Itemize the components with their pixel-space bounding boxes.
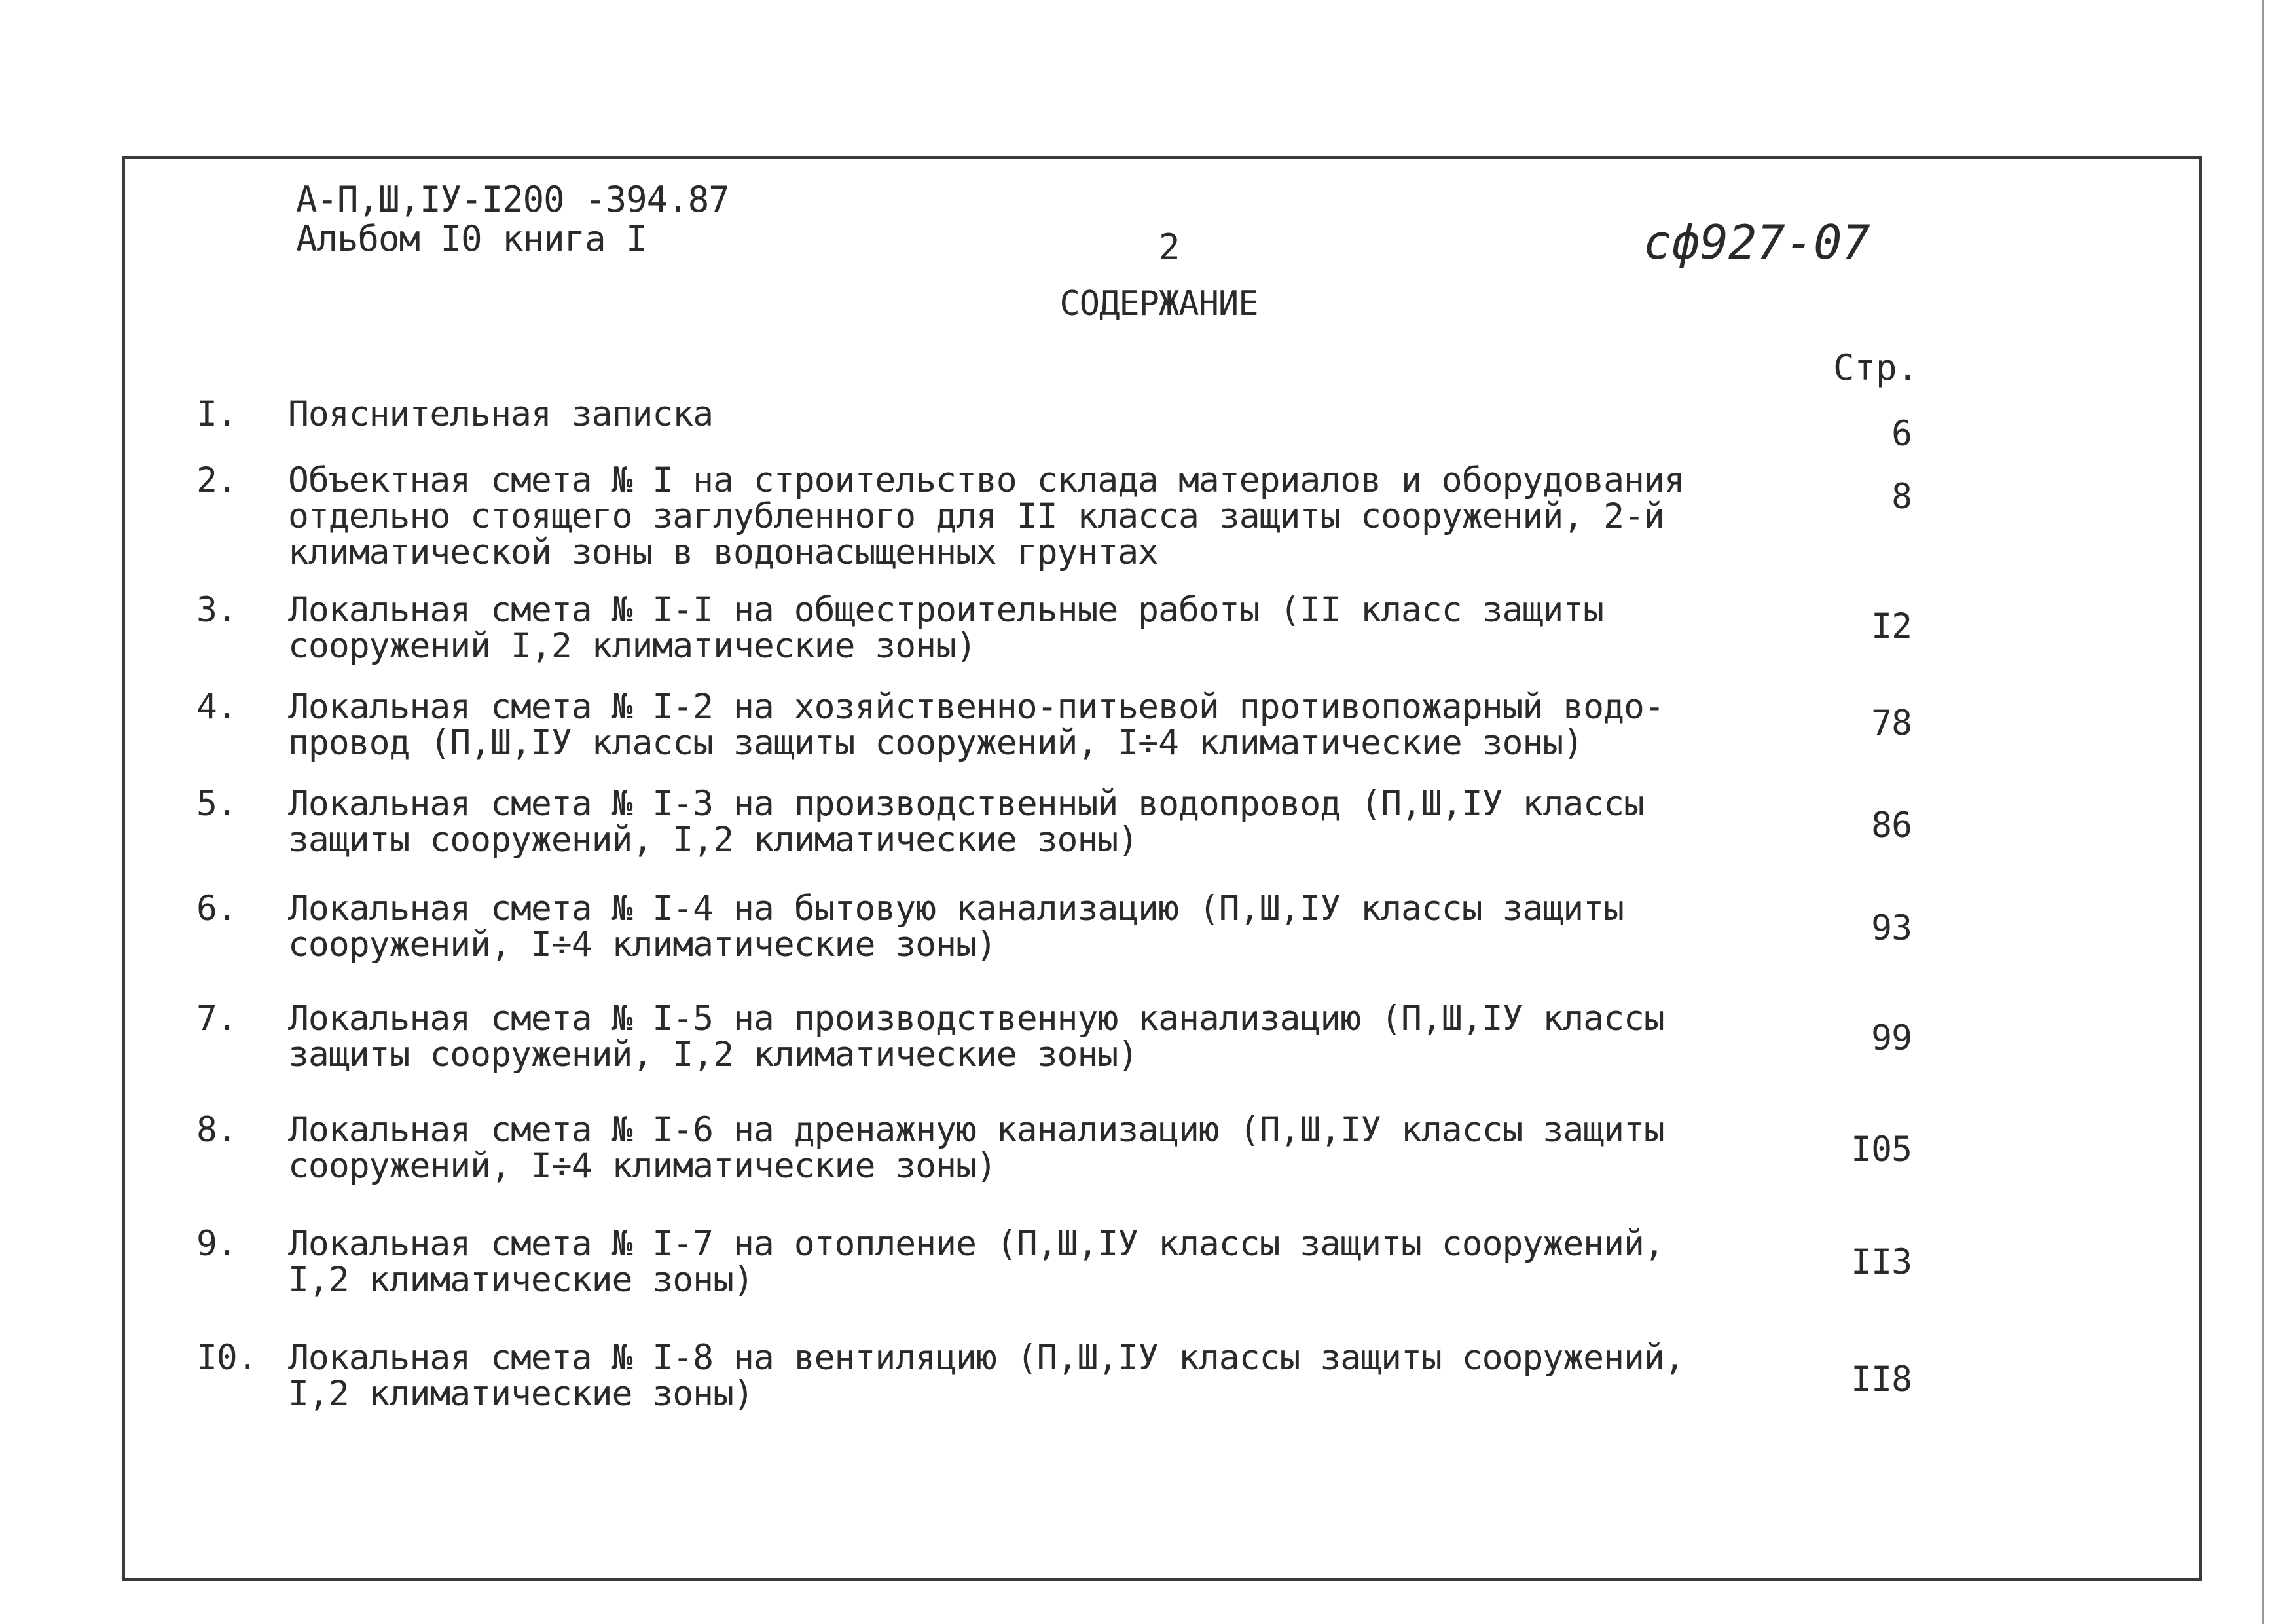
document-code — [296, 180, 729, 259]
handwritten-stamp: сф927-07 — [1643, 215, 1870, 270]
entry-line: отдельно стоящего заглубленного для II класса защиты сооружений, 2-й — [288, 496, 1664, 536]
entry-number: I0. — [196, 1338, 257, 1378]
entry-line: Локальная смета № I-4 на бытовую канализацию (П,Ш,IУ классы защиты — [288, 889, 1624, 929]
entry-line: Локальная смета № I-6 на дренажную канализацию (П,Ш,IУ классы защиты — [288, 1110, 1664, 1150]
entry-text — [288, 1226, 1931, 1298]
document-code-line: А-П,Ш,IУ-I200 -394.87 — [296, 179, 729, 220]
entry-number: 4. — [196, 687, 237, 727]
entry-text — [288, 396, 1931, 432]
entry-text — [288, 689, 1931, 761]
entry-line: I,2 климатические зоны) — [288, 1260, 754, 1300]
entry-line: климатической зоны в водонасыщенных грунтах — [288, 532, 1159, 572]
entry-page: II8 — [1851, 1359, 1912, 1399]
entry-line: сооружений, I÷4 климатические зоны) — [288, 1146, 996, 1186]
entry-number: 6. — [196, 889, 237, 929]
entry-number: 2. — [196, 460, 237, 500]
entry-page: 99 — [1871, 1018, 1912, 1058]
entry-number: 8. — [196, 1110, 237, 1150]
entry-line: сооружений, I÷4 климатические зоны) — [288, 925, 996, 965]
entry-line: Локальная смета № I-7 на отопление (П,Ш,IУ классы защиты сооружений, — [288, 1224, 1664, 1264]
entry-number: 3. — [196, 590, 237, 630]
entry-line: защиты сооружений, I,2 климатические зоны) — [288, 1035, 1139, 1075]
entry-text — [288, 1112, 1931, 1184]
entry-page: 6 — [1891, 414, 1912, 454]
entry-line: Пояснительная записка — [288, 394, 714, 434]
entry-text — [288, 592, 1931, 664]
entry-line: Локальная смета № I-2 на хозяйственно-питьевой противопожарный водо- — [288, 687, 1664, 727]
page-number: 2 — [1159, 227, 1180, 268]
entry-text — [288, 1001, 1931, 1073]
entry-number: I. — [196, 394, 237, 434]
entry-page: 86 — [1871, 805, 1912, 845]
entry-line: I,2 климатические зоны) — [288, 1374, 754, 1414]
entry-text — [288, 786, 1931, 858]
entry-line: провод (П,Ш,IУ классы защиты сооружений, I÷4 климатические зоны) — [288, 723, 1584, 763]
entry-line: Локальная смета № I-8 на вентиляцию (П,Ш,IУ классы защиты сооружений, — [288, 1338, 1685, 1378]
entry-line: защиты сооружений, I,2 климатические зоны) — [288, 820, 1139, 860]
entry-page: I2 — [1871, 606, 1912, 646]
page-title: СОДЕРЖАНИЕ — [1059, 284, 1258, 323]
entry-text — [288, 891, 1931, 963]
entry-page: 93 — [1871, 908, 1912, 948]
entry-page: 78 — [1871, 703, 1912, 743]
album-line: Альбом I0 книга I — [296, 218, 647, 259]
entry-number: 9. — [196, 1224, 237, 1264]
entry-line: Локальная смета № I-3 на производственный водопровод (П,Ш,IУ классы — [288, 784, 1644, 824]
page-edge-line — [2262, 0, 2264, 1624]
entry-line: Локальная смета № I-I на общестроительные работы (II класс защиты — [288, 590, 1604, 630]
entry-line: сооружений I,2 климатические зоны) — [288, 626, 976, 666]
entry-number: 5. — [196, 784, 237, 824]
page-column-header: Стр. — [1833, 347, 1919, 388]
entry-page: I05 — [1851, 1130, 1912, 1170]
entry-page: 8 — [1891, 477, 1912, 517]
entry-line: Объектная смета № I на строительство склада материалов и оборудования — [288, 460, 1685, 500]
entry-line: Локальная смета № I-5 на производственную канализацию (П,Ш,IУ классы — [288, 999, 1664, 1039]
entry-text — [288, 1340, 1931, 1412]
entry-text — [288, 462, 1931, 570]
entry-number: 7. — [196, 999, 237, 1039]
entry-page: II3 — [1851, 1242, 1912, 1282]
